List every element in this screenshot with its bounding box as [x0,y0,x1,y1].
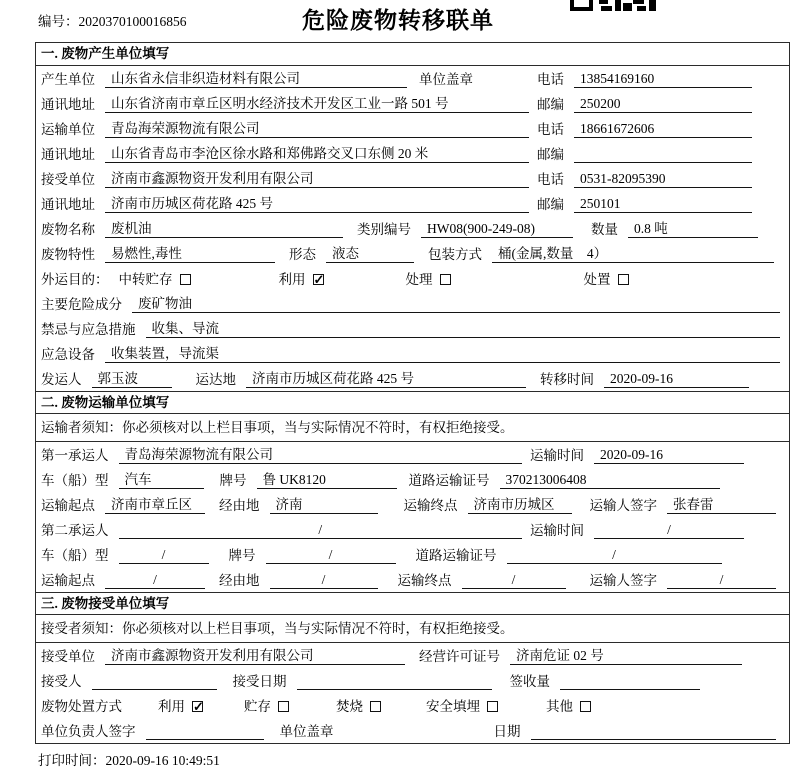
hazard-component-row [36,291,789,316]
second-vehicle-type-value: / [119,546,209,564]
purpose-option-storage-label: 中转贮存 [118,272,173,287]
accepting-unit-value: 济南市鑫源物资开发利用有限公司 [105,647,405,665]
accepting-unit-label: 接受单位 [41,649,95,664]
second-route-row [36,567,789,592]
section2-title: 二. 废物运输单位填写 [36,391,789,414]
purpose-disposal-checkbox [618,274,629,285]
producer-address-value: 山东省济南市章丘区明水经济技术开发区工业一路 501 号 [105,95,529,113]
manifest-form [35,42,790,744]
purpose-option-disposal-label: 处置 [583,272,611,287]
producer-label: 产生单位 [41,72,95,87]
hazard-component-value: 废矿物油 [132,295,780,313]
transporter-notice: 运输者须知：你必须核对以上栏目事项，当与实际情况不符时，有权拒绝接受。 [36,414,789,442]
quantity-label: 数量 [591,222,618,237]
print-time-label: 打印时间： [38,753,106,768]
producer-row [36,66,789,91]
second-vehicle-type-label: 车（船）型 [41,548,109,563]
waste-character-label: 废物特性 [41,247,95,262]
second-carrier-value: / [119,521,523,539]
second-origin-value: / [105,571,205,589]
emergency-measures-row [36,316,789,341]
unit-seal-label-2: 单位盖章 [279,724,334,739]
transfer-time-value: 2020-09-16 [604,370,749,388]
receiver-zip-value: 250101 [574,195,752,213]
category-code-label: 类别编号 [357,222,411,237]
receiver-notice: 接受者须知：你必须核对以上栏目事项，当与实际情况不符时，有权拒绝接受。 [36,615,789,643]
transporter-address-value: 山东省青岛市李沧区徐水路和郑佛路交叉口东侧 20 米 [105,145,529,163]
disposal-incinerate-checkbox [370,701,381,712]
second-endpoint-label: 运输终点 [397,573,452,588]
producer-value: 山东省永信非织造材料有限公司 [105,70,407,88]
packing-value: 桶(金属,数量 4） [492,245,774,263]
emergency-equipment-row [36,341,789,366]
first-carrier-sign-value: 张春雷 [667,496,776,514]
second-plate-value: / [266,546,396,564]
waste-name-value: 废机油 [105,220,343,238]
emergency-measures-value: 收集、导流 [146,320,781,338]
first-plate-value: 鲁 UK8120 [257,471,397,489]
first-carrier-sign-label: 运输人签字 [589,498,657,513]
acceptor-value [92,673,217,690]
producer-address-row [36,91,789,116]
emergency-equipment-value: 收集装置，导流渠 [105,345,780,363]
first-carrier-label: 第一承运人 [41,448,109,463]
producer-zip-value: 250200 [574,95,752,113]
first-carrier-row [36,442,789,467]
purpose-option-disposal [584,271,629,288]
second-carrier-row [36,517,789,542]
receiver-address-value: 济南市历城区荷花路 425 号 [105,195,529,213]
waste-character-row [36,241,789,266]
hazard-component-label: 主要危险成分 [41,297,122,312]
second-transport-time-value: / [594,521,744,539]
second-road-permit-value: / [507,546,722,564]
disposal-option-recycle [158,698,244,715]
producer-phone-value: 13854169160 [574,70,752,88]
second-carrier-label: 第二承运人 [41,523,109,538]
disposal-option-storage [244,698,336,715]
quantity-value: 0.8 吨 [628,220,758,238]
receiver-zip-label: 邮编 [537,197,564,212]
first-transport-time-label: 运输时间 [530,448,584,463]
accept-date-label: 接受日期 [232,674,287,689]
transporter-phone-value: 18661672606 [574,120,752,138]
responsible-signature-row [36,718,789,743]
disposal-option-incinerate-label: 焚烧 [336,699,363,714]
transporter-address-row [36,141,789,166]
purpose-recycle-checkbox [313,274,324,285]
waste-name-row [36,216,789,241]
second-road-permit-label: 道路运输证号 [415,548,497,563]
destination-value: 济南市历城区荷花路 425 号 [246,370,526,388]
packing-label: 包装方式 [428,247,482,262]
transporter-value: 青岛海荣源物流有限公司 [105,120,529,138]
shipper-row [36,366,789,391]
second-endpoint-value: / [462,571,566,589]
purpose-storage-checkbox [180,274,191,285]
disposal-option-recycle-label: 利用 [158,699,185,714]
receiver-phone-label: 电话 [537,172,564,187]
first-carrier-value: 青岛海荣源物流有限公司 [119,446,523,464]
receiver-address-label: 通讯地址 [41,197,95,212]
transporter-row [36,116,789,141]
shipper-value: 郭玉波 [92,370,172,388]
first-origin-value: 济南市章丘区 [105,496,205,514]
waste-form-label: 形态 [289,247,316,262]
second-carrier-sign-label: 运输人签字 [589,573,657,588]
received-quantity-value [560,673,700,690]
waste-form-value: 液态 [326,245,414,263]
receiver-address-row [36,191,789,216]
shipper-label: 发运人 [41,372,82,387]
first-route-row [36,492,789,517]
accepting-unit-row [36,643,789,668]
print-time-value: 2020-09-16 10:49:51 [105,753,220,768]
acceptor-row [36,668,789,693]
transfer-purpose-row [36,266,789,291]
first-vehicle-row [36,467,789,492]
purpose-treatment-checkbox [440,274,451,285]
first-vehicle-type-label: 车（船）型 [41,473,109,488]
section1-title: 一. 废物产生单位填写 [36,43,789,66]
waste-character-value: 易燃性,毒性 [105,245,275,263]
purpose-option-treatment-label: 处理 [405,272,433,287]
receiver-label: 接受单位 [41,172,95,187]
purpose-option-recycle [279,271,406,288]
second-transport-time-label: 运输时间 [530,523,584,538]
transporter-zip-label: 邮编 [537,147,564,162]
section3-title: 三. 废物接受单位填写 [36,592,789,615]
seal-date-value [531,723,777,740]
disposal-method-row [36,693,789,718]
disposal-option-other-label: 其他 [546,699,573,714]
transporter-address-label: 通讯地址 [41,147,95,162]
first-transport-time-value: 2020-09-16 [594,446,744,464]
received-quantity-label: 签收量 [509,674,550,689]
second-plate-label: 牌号 [228,548,256,563]
destination-label: 运达地 [195,372,236,387]
transporter-zip-value [574,146,752,163]
purpose-option-treatment [406,271,584,288]
print-time [38,749,796,768]
second-via-value: / [270,571,378,589]
disposal-recycle-checkbox [192,701,203,712]
producer-phone-label: 电话 [537,72,564,87]
second-via-label: 经由地 [219,573,260,588]
receiver-value: 济南市鑫源物资开发利用有限公司 [105,170,529,188]
disposal-storage-checkbox [278,701,289,712]
document-number-value: 2020370100016856 [78,14,187,29]
first-vehicle-type-value: 汽车 [119,471,204,489]
first-endpoint-label: 运输终点 [403,498,458,513]
first-plate-label: 牌号 [219,473,247,488]
disposal-option-incinerate [336,698,426,715]
disposal-option-storage-label: 贮存 [244,699,271,714]
page-title: 危险废物转移联单 [302,8,494,33]
category-code-value: HW08(900-249-08) [421,220,573,238]
unit-seal-label: 单位盖章 [419,72,473,87]
disposal-option-landfill-label: 安全填埋 [426,699,480,714]
second-origin-label: 运输起点 [41,573,95,588]
first-via-value: 济南 [270,496,378,514]
second-vehicle-row [36,542,789,567]
producer-zip-label: 邮编 [537,97,564,112]
first-via-label: 经由地 [219,498,260,513]
transfer-purpose-label: 外运目的： [41,272,109,287]
acceptor-label: 接受人 [41,674,82,689]
receiver-row [36,166,789,191]
transfer-time-label: 转移时间 [540,372,594,387]
transporter-label: 运输单位 [41,122,95,137]
producer-address-label: 通讯地址 [41,97,95,112]
license-value: 济南危证 02 号 [510,647,742,665]
first-endpoint-value: 济南市历城区 [468,496,572,514]
emergency-equipment-label: 应急设备 [41,347,95,362]
first-road-permit-label: 道路运输证号 [408,473,490,488]
purpose-option-storage [119,271,279,288]
accept-date-value [297,673,492,690]
responsible-signature-value [146,723,264,740]
document-header [0,0,796,42]
first-origin-label: 运输起点 [41,498,95,513]
receiver-phone-value: 0531-82095390 [574,170,752,188]
document-number-label: 编号： [38,14,79,29]
seal-date-label: 日期 [493,724,521,739]
transporter-phone-label: 电话 [537,122,564,137]
second-carrier-sign-value: / [667,571,776,589]
waste-name-label: 废物名称 [41,222,95,237]
disposal-landfill-checkbox [487,701,498,712]
disposal-other-checkbox [580,701,591,712]
disposal-option-other [546,698,591,715]
purpose-option-recycle-label: 利用 [278,272,306,287]
license-label: 经营许可证号 [419,649,500,664]
disposal-option-landfill [426,698,546,715]
emergency-measures-label: 禁忌与应急措施 [41,322,136,337]
disposal-method-label: 废物处置方式 [41,699,122,714]
first-road-permit-value: 370213006408 [500,471,720,489]
responsible-signature-label: 单位负责人签字 [41,724,136,739]
